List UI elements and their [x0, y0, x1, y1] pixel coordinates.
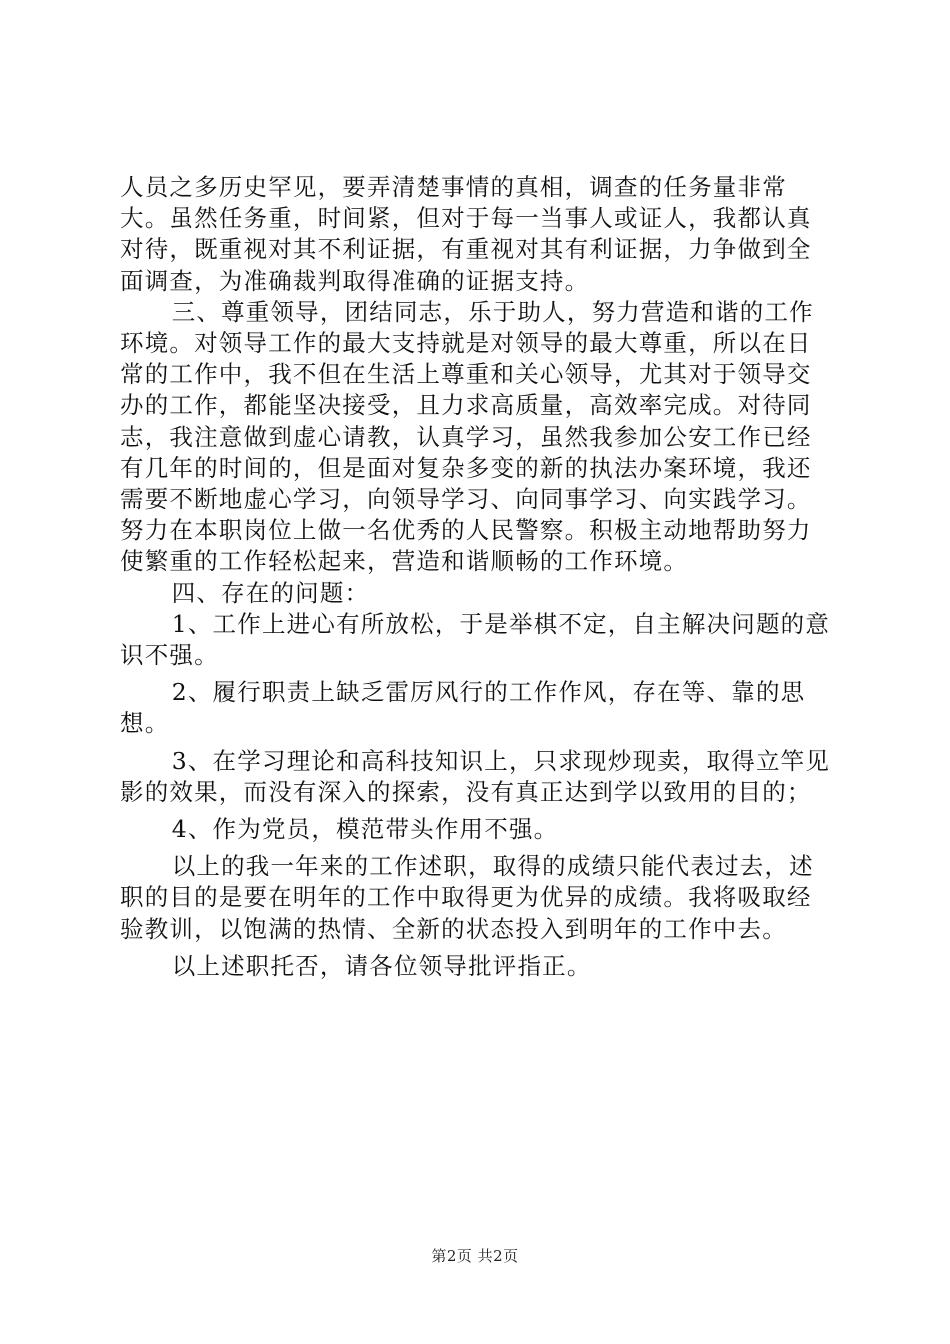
list-item-problem-4: 4、作为党员，模范带头作用不强。: [171, 815, 559, 844]
list-item-problem-1: 1、工作上进心有所放松，于是举棋不定，自主解决问题的意识不强。: [120, 609, 831, 670]
page-footer: 第2页 共2页: [431, 1247, 519, 1265]
paragraph-section-four-heading: 四、存在的问题：: [171, 578, 370, 607]
list-item-problem-2: 2、履行职责上缺乏雷厉风行的工作作风，存在等、靠的思想。: [120, 678, 806, 738]
paragraph-continuation: 人员之多历史罕见，要弄清楚事情的真相，调查的任务量非常大。虽然任务重，时间紧，但对于每一当事人或证人，我都认真对待，既重视对其不利证据，有重视对其有利证据，力争做到全面调查，为准确裁判取得准确的证据支持。: [120, 173, 812, 295]
paragraph-section-three: 三、尊重领导，团结同志，乐于助人，努力营造和谐的工作环境。对领导工作的最大支持就是对领导的最大尊重，所以在日常的工作中，我不但在生活上尊重和关心领导，尤其对于领导交办的工作，都能坚决接受，且力求高质量，高效率完成。对待同志，我注意做到虚心请教，认真学习，虽然我参加公安工作已经有几年的时间的，但是面对复杂多变的新的执法办案环境，我还需要不断地虚心学习，向领导学习、向同事学习、向实践学习。努力在本职岗位上做一名优秀的人民警察。积极主动地帮助努力使繁重的工作轻松起来，营造和谐顺畅的工作环境。: [120, 297, 814, 576]
paragraph-closing: 以上述职托否，请各位领导批评指正。: [171, 951, 592, 980]
paragraph-conclusion: 以上的我一年来的工作述职，取得的成绩只能代表过去，述职的目的是要在明年的工作中取得更为优异的成绩。我将吸取经验教训，以饱满的热情、全新的状态投入到明年的工作中去。: [120, 852, 814, 943]
list-item-problem-3: 3、在学习理论和高科技知识上，只求现炒现卖，取得立竿见影的效果，而没有深入的探索，没有真正达到学以致用的目的；: [120, 746, 831, 806]
document-body: [120, 172, 835, 982]
